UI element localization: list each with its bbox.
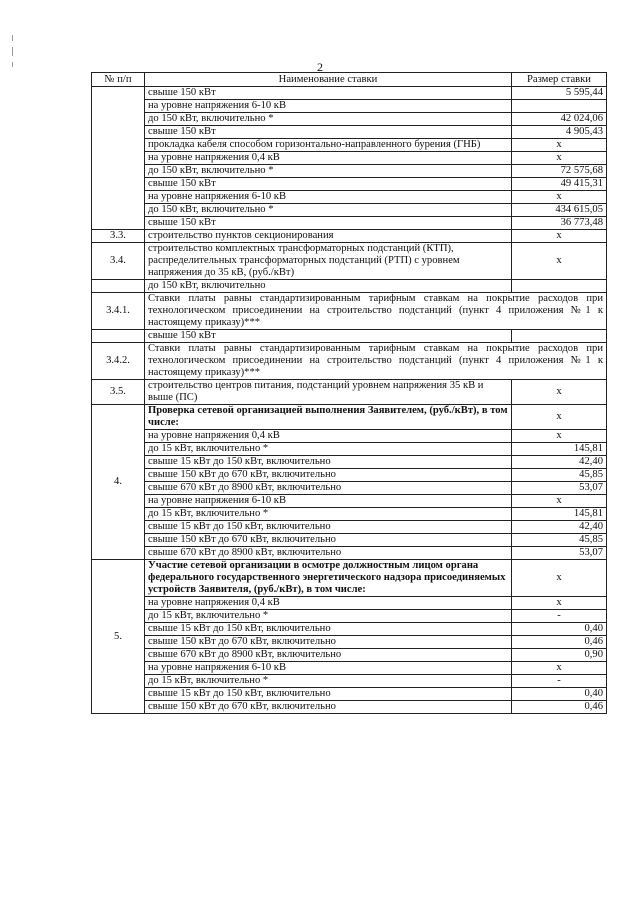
rate-name-cell: до 150 кВт, включительно xyxy=(145,280,512,293)
table-row xyxy=(92,469,607,482)
rate-name-cell: прокладка кабеля способом горизонтально-направленного бурения (ГНБ) xyxy=(145,139,512,152)
rate-value-cell: 434 615,05 xyxy=(512,204,607,217)
rate-name-cell: до 15 кВт, включительно * xyxy=(145,610,512,623)
table-row xyxy=(92,547,607,560)
table-row xyxy=(92,534,607,547)
rate-name-cell: свыше 15 кВт до 150 кВт, включительно xyxy=(145,623,512,636)
rate-name-cell: на уровне напряжения 0,4 кВ xyxy=(145,430,512,443)
table-row xyxy=(92,100,607,113)
scan-edge-mark xyxy=(12,47,13,56)
table-row xyxy=(92,597,607,610)
rate-value-cell: х xyxy=(512,597,607,610)
row-number-cell xyxy=(92,330,145,343)
rate-name-cell: на уровне напряжения 6-10 кВ xyxy=(145,662,512,675)
rate-value-cell: - xyxy=(512,675,607,688)
table-row xyxy=(92,280,607,293)
table-row xyxy=(92,405,607,430)
rate-value-cell: х xyxy=(512,380,607,405)
rate-value-cell: 72 575,68 xyxy=(512,165,607,178)
rate-value-cell: 4 905,43 xyxy=(512,126,607,139)
rate-value-cell: х xyxy=(512,405,607,430)
table-row xyxy=(92,152,607,165)
rate-name-cell: до 150 кВт, включительно * xyxy=(145,165,512,178)
rate-name-cell: Проверка сетевой организацией выполнения Заявителем, (руб./кВт), в том числе: xyxy=(145,405,512,430)
column-header-name: Наименование ставки xyxy=(145,73,512,87)
rate-name-cell: свыше 15 кВт до 150 кВт, включительно xyxy=(145,521,512,534)
rate-name-cell: свыше 150 кВт до 670 кВт, включительно xyxy=(145,701,512,714)
rate-name-cell: на уровне напряжения 0,4 кВ xyxy=(145,152,512,165)
rate-value-cell xyxy=(512,100,607,113)
table-row xyxy=(92,482,607,495)
table-row xyxy=(92,380,607,405)
table-row xyxy=(92,560,607,597)
table-row xyxy=(92,243,607,280)
rate-value-cell xyxy=(512,280,607,293)
rate-value-cell: х xyxy=(512,662,607,675)
rate-name-cell: свыше 15 кВт до 150 кВт, включительно xyxy=(145,456,512,469)
table-row xyxy=(92,623,607,636)
table-row xyxy=(92,165,607,178)
table-row xyxy=(92,443,607,456)
rate-name-cell: свыше 150 кВт до 670 кВт, включительно xyxy=(145,534,512,547)
table-row xyxy=(92,113,607,126)
rate-value-cell: 5 595,44 xyxy=(512,87,607,100)
rate-value-cell: 53,07 xyxy=(512,547,607,560)
rate-name-cell: до 150 кВт, включительно * xyxy=(145,113,512,126)
rate-value-cell: 49 415,31 xyxy=(512,178,607,191)
row-number-cell xyxy=(92,280,145,293)
table-row xyxy=(92,293,607,330)
table-row xyxy=(92,521,607,534)
table-row xyxy=(92,675,607,688)
rate-name-cell: свыше 150 кВт до 670 кВт, включительно xyxy=(145,636,512,649)
rate-value-cell: х xyxy=(512,430,607,443)
rate-name-cell: свыше 15 кВт до 150 кВт, включительно xyxy=(145,688,512,701)
rate-value-cell: х xyxy=(512,243,607,280)
rate-value-cell: 45,85 xyxy=(512,534,607,547)
rate-value-cell: 145,81 xyxy=(512,508,607,521)
tariff-table xyxy=(91,72,607,714)
rate-value-cell: 0,40 xyxy=(512,688,607,701)
rate-value-cell: х xyxy=(512,191,607,204)
row-number-cell: 3.4.1. xyxy=(92,293,145,330)
scan-edge-mark xyxy=(12,35,13,41)
table-row xyxy=(92,701,607,714)
rate-note-cell: Ставки платы равны стандартизированным тарифным ставкам на покрытие расходов при технологическом присоединении на строительство подстанций (пункт 4 приложения №1 к настоящему приказу)*** xyxy=(145,343,607,380)
rate-value-cell: 53,07 xyxy=(512,482,607,495)
table-row xyxy=(92,430,607,443)
row-number-cell: 4. xyxy=(92,405,145,560)
rate-name-cell: свыше 150 кВт xyxy=(145,330,512,343)
table-row xyxy=(92,343,607,380)
rate-value-cell: 45,85 xyxy=(512,469,607,482)
row-number-cell: 3.3. xyxy=(92,230,145,243)
rate-value-cell: 0,46 xyxy=(512,701,607,714)
rate-name-cell: на уровне напряжения 6-10 кВ xyxy=(145,100,512,113)
table-row xyxy=(92,204,607,217)
rate-name-cell: свыше 670 кВт до 8900 кВт, включительно xyxy=(145,649,512,662)
rate-name-cell: свыше 670 кВт до 8900 кВт, включительно xyxy=(145,482,512,495)
row-number-cell: 5. xyxy=(92,560,145,714)
rate-value-cell: 0,90 xyxy=(512,649,607,662)
rate-name-cell: до 15 кВт, включительно * xyxy=(145,675,512,688)
rate-name-cell: свыше 670 кВт до 8900 кВт, включительно xyxy=(145,547,512,560)
rate-value-cell: 36 773,48 xyxy=(512,217,607,230)
rate-name-cell: до 150 кВт, включительно * xyxy=(145,204,512,217)
table-row xyxy=(92,495,607,508)
rate-name-cell: строительство центров питания, подстанций уровнем напряжения 35 кВ и выше (ПС) xyxy=(145,380,512,405)
rate-name-cell: строительство пунктов секционирования xyxy=(145,230,512,243)
row-number-cell: 3.5. xyxy=(92,380,145,405)
table-row xyxy=(92,230,607,243)
rate-value-cell: 42 024,06 xyxy=(512,113,607,126)
table-row xyxy=(92,456,607,469)
table-row xyxy=(92,636,607,649)
rate-value-cell: х xyxy=(512,560,607,597)
rate-value-cell: х xyxy=(512,230,607,243)
row-number-cell: 3.4. xyxy=(92,243,145,280)
table-row xyxy=(92,610,607,623)
column-header-value: Размер ставки xyxy=(512,73,607,87)
rate-name-cell: свыше 150 кВт xyxy=(145,87,512,100)
table-row xyxy=(92,688,607,701)
rate-value-cell: 145,81 xyxy=(512,443,607,456)
rate-value-cell: х xyxy=(512,495,607,508)
table-row xyxy=(92,662,607,675)
rate-name-cell: свыше 150 кВт xyxy=(145,126,512,139)
rate-value-cell: 0,46 xyxy=(512,636,607,649)
table-row xyxy=(92,87,607,100)
rate-name-cell: на уровне напряжения 6-10 кВ xyxy=(145,191,512,204)
table-row xyxy=(92,330,607,343)
rate-name-cell: Участие сетевой организации в осмотре должностным лицом органа федерального государственного энергетического надзора присоединяемых устройств Заявителя, (руб./кВт), в том числе: xyxy=(145,560,512,597)
rate-name-cell: свыше 150 кВт xyxy=(145,217,512,230)
rate-name-cell: до 15 кВт, включительно * xyxy=(145,508,512,521)
rate-value-cell: х xyxy=(512,152,607,165)
table-row xyxy=(92,217,607,230)
rate-value-cell: 42,40 xyxy=(512,456,607,469)
rate-name-cell: до 15 кВт, включительно * xyxy=(145,443,512,456)
column-header-num: № п/п xyxy=(92,73,145,87)
rate-value-cell: 42,40 xyxy=(512,521,607,534)
rate-note-cell: Ставки платы равны стандартизированным тарифным ставкам на покрытие расходов при технологическом присоединении на строительство подстанций (пункт 4 приложения №1 к настоящему приказу)*** xyxy=(145,293,607,330)
table-row xyxy=(92,649,607,662)
table-row xyxy=(92,508,607,521)
rate-name-cell: свыше 150 кВт xyxy=(145,178,512,191)
table-header-row xyxy=(92,73,607,87)
rate-name-cell: на уровне напряжения 0,4 кВ xyxy=(145,597,512,610)
rate-value-cell xyxy=(512,330,607,343)
row-number-cell xyxy=(92,87,145,230)
rate-name-cell: свыше 150 кВт до 670 кВт, включительно xyxy=(145,469,512,482)
row-number-cell: 3.4.2. xyxy=(92,343,145,380)
table-row xyxy=(92,139,607,152)
rate-value-cell: - xyxy=(512,610,607,623)
rate-name-cell: строительство комплектных трансформаторных подстанций (КТП), распределительных трансформаторных подстанций (РТП) с уровнем напряжения до 35 кВ, (руб./кВт) xyxy=(145,243,512,280)
rate-value-cell: х xyxy=(512,139,607,152)
table-row xyxy=(92,191,607,204)
table-row xyxy=(92,178,607,191)
rate-name-cell: на уровне напряжения 6-10 кВ xyxy=(145,495,512,508)
table-row xyxy=(92,126,607,139)
rate-value-cell: 0,40 xyxy=(512,623,607,636)
page-number: 2 xyxy=(317,60,323,74)
